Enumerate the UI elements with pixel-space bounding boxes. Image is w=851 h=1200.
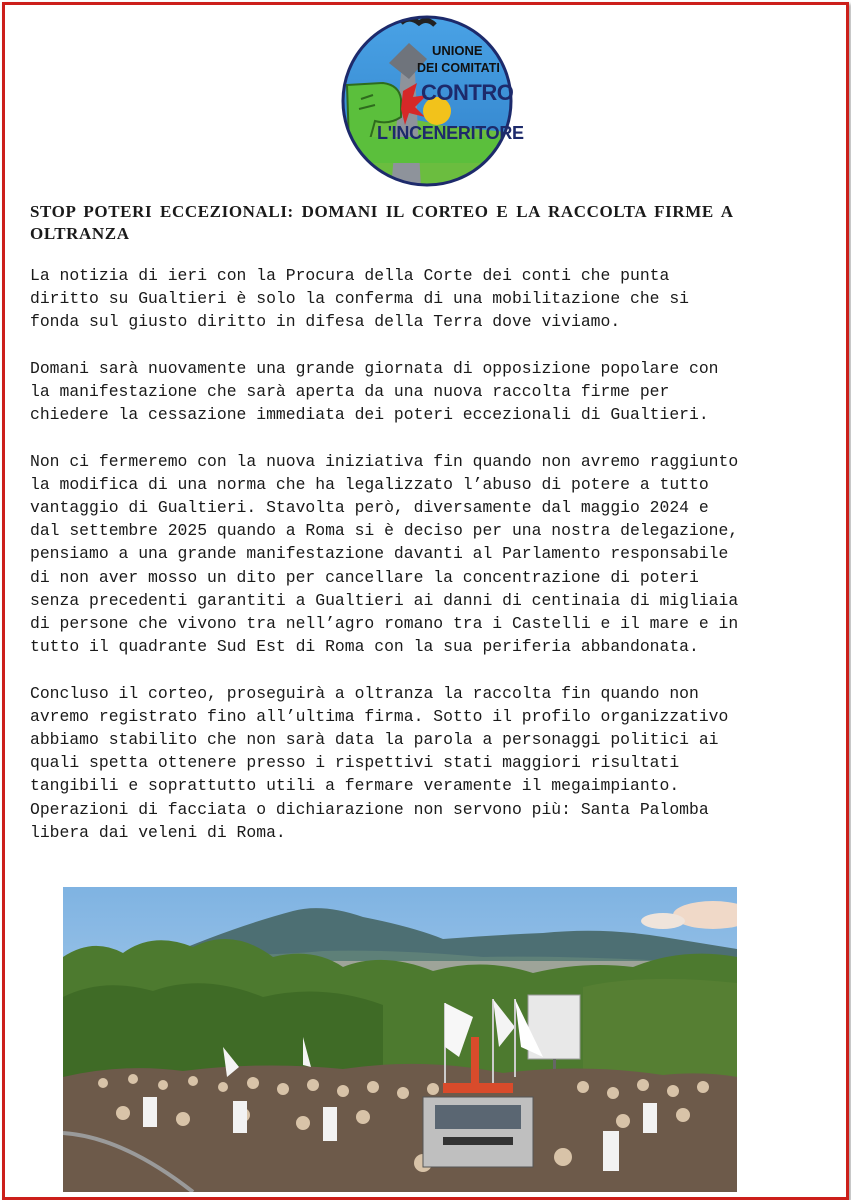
logo-line-3: CONTRO [421, 80, 514, 105]
article-body [30, 264, 830, 867]
logo-line-4: L'INCENERITORE [377, 123, 524, 143]
paragraph-2: Domani sarà nuovamente una grande giornata di opposizione popolare con la manifestazione che sarà aperta da una nuova raccolta firme per chiedere la cessazione immediata dei poteri eccezionali di Gualtieri. [30, 358, 719, 425]
march-photo-image [63, 887, 737, 1192]
logo-line-2: DEI COMITATI [417, 61, 500, 75]
logo-line-1: UNIONE [432, 43, 483, 58]
union-logo [339, 13, 524, 189]
protest-march-photo [63, 887, 737, 1192]
paragraph-3: Non ci fermeremo con la nuova iniziativa fin quando non avremo raggiunto la modifica di una norma che ha legalizzato l’abuso di potere a tutto vantaggio di Gualtieri. Stavolta però, diversamente dal maggio 2024 e dal settembre 2025 quando a Roma si è deciso per una nostra delegazione, pensiamo a una grande manifestazione davanti al Parlamento responsabile di non aver mosso un dito per cancellare la concentrazione di poteri senza precedenti garantiti a Gualtieri ai danni di centinaia di migliaia di persone che vivono tra nell’agro romano tra i Castelli e il mare e in tutto il quadrante Sud Est di Roma con la sua periferia abbandonata. [30, 451, 739, 657]
document-frame [2, 2, 849, 1200]
paragraph-1: La notizia di ieri con la Procura della Corte dei conti che punta diritto su Gualtieri è solo la conferma di una mobilitazione che si fonda sul giusto diritto in difesa della Terra dove viviamo. [30, 266, 690, 332]
logo-lettering [339, 13, 524, 189]
article-title: STOP POTERI ECCEZIONALI: DOMANI IL CORTEO E LA RACCOLTA FIRME A OLTRANZA [30, 202, 733, 243]
paragraph-4: Concluso il corteo, proseguirà a oltranza la raccolta fin quando non avremo registrato fino all’ultima firma. Sotto il profilo organizzativo abbiamo stabilito che non sarà data la parola a personaggi politici ai quali spetta ottenere presso i rispettivi stati maggiori risultati tangibili e soprattutto utili a fermare veramente il megaimpianto. Operazioni di facciata o dichiarazione non servono più: Santa Palomba libera dai veleni di Roma. [30, 683, 729, 842]
